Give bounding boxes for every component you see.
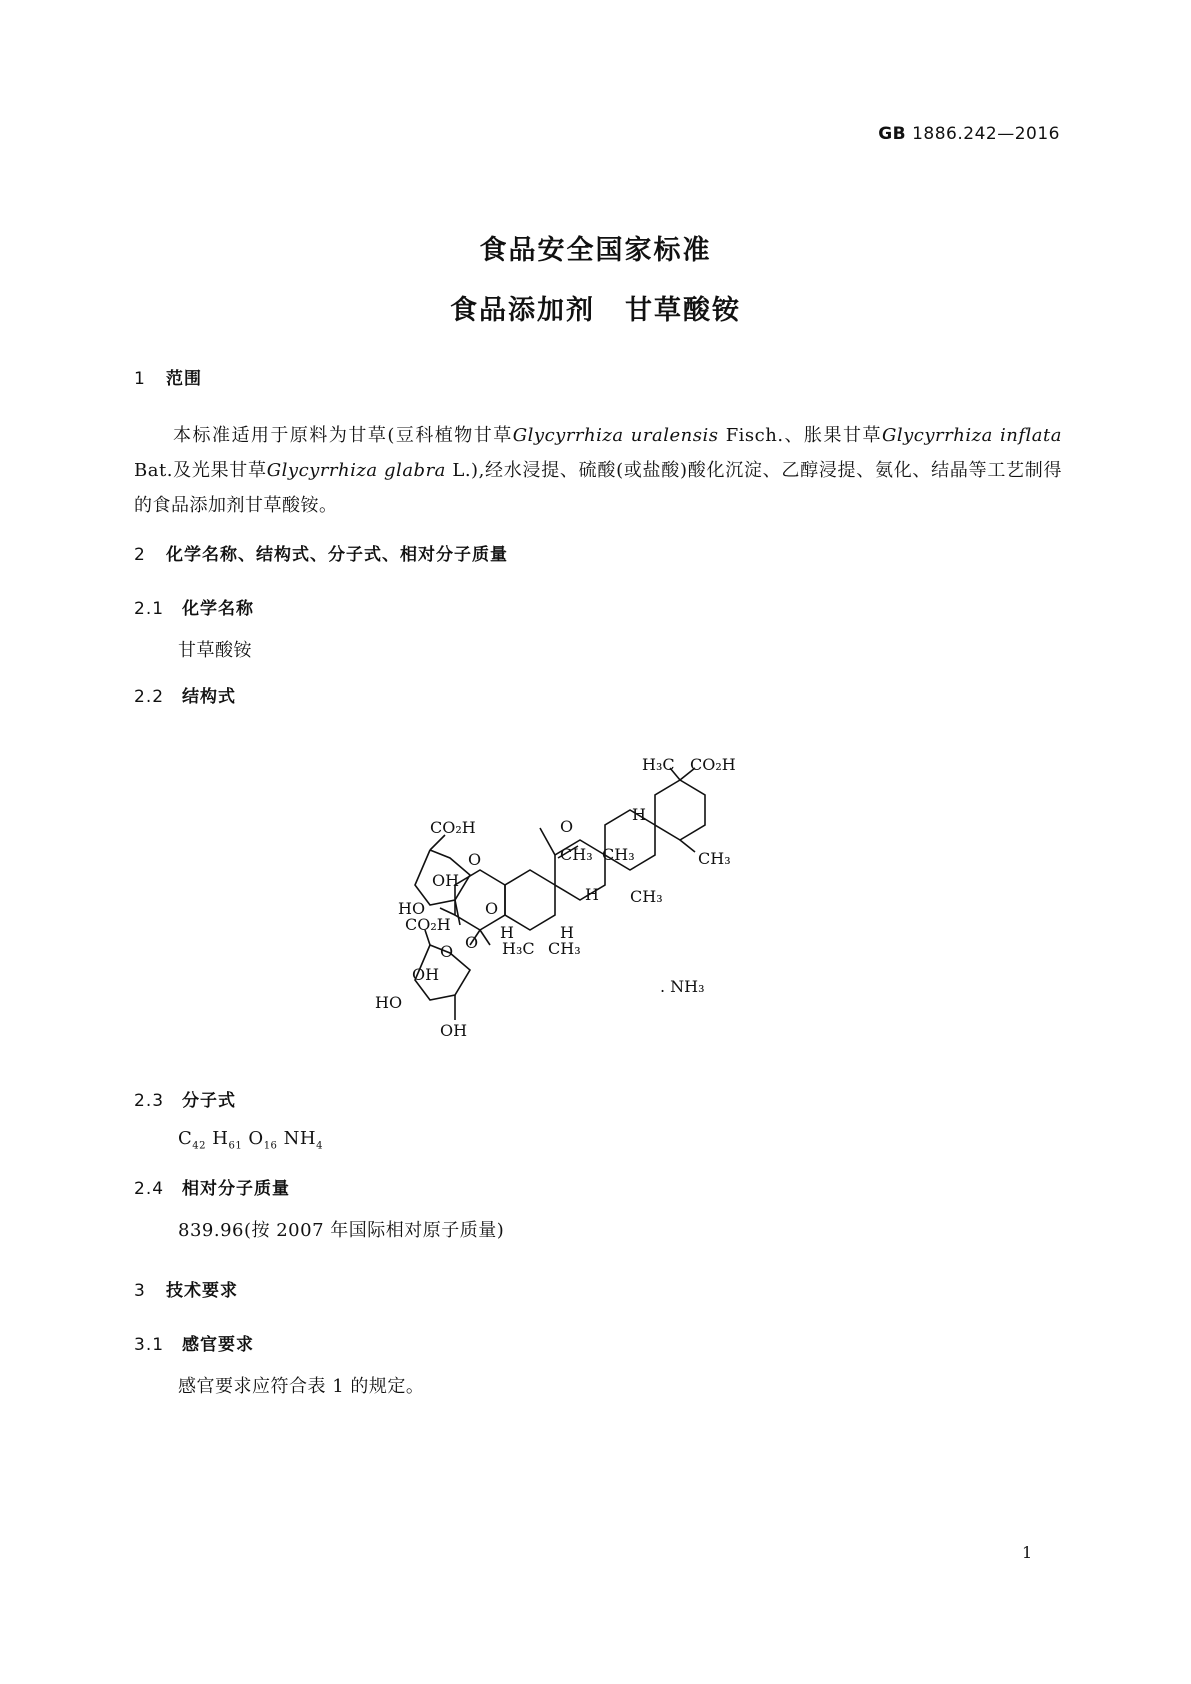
section-title: 相对分子质量 [182,1179,290,1199]
standard-code-prefix: GB [878,124,907,144]
section-title: 范围 [166,369,202,389]
formula-c-count: 42 [192,1140,207,1152]
section-number: 3.1 [134,1335,165,1355]
formula-c: C [178,1128,193,1149]
label-ch3-a: CH₃ [560,845,593,864]
label-oh-2: OH [412,965,440,984]
section-number: 1 [134,369,146,389]
section-1-heading [134,364,202,389]
molecular-mass: 839.96(按 2007 年国际相对原子质量) [178,1220,505,1241]
label-h-c: H [500,923,514,942]
section-2-4-heading [134,1174,290,1199]
scope-species-3: Glycyrrhiza glabra [266,460,446,481]
section-2-heading [134,540,508,565]
section-title: 化学名称、结构式、分子式、相对分子质量 [166,545,508,565]
label-oxo: O [560,817,574,836]
section-3-1-heading [134,1330,254,1355]
standard-code [790,124,1060,144]
label-h3c-bottom: H₃C [502,939,535,958]
section-number: 2.2 [134,687,165,707]
document-subtitle [0,288,1191,327]
scope-paragraph [134,418,1062,523]
chemical-name: 甘草酸铵 [178,640,252,661]
label-ch3-c: CH₃ [630,887,663,906]
section-title: 化学名称 [182,599,254,619]
sensory-requirement-text: 感官要求应符合表 1 的规定。 [178,1376,425,1397]
scope-species-1: Glycyrrhiza uralensis [512,425,719,446]
standard-code-number: 1886.242—2016 [912,124,1060,144]
section-number: 2.4 [134,1179,165,1199]
label-co2h-top: CO₂H [690,755,736,774]
section-2-3-heading [134,1086,236,1111]
formula-nh: NH [283,1128,317,1149]
label-o-link: O [485,899,499,918]
scope-text-1: 本标准适用于原料为甘草(豆科植物甘草 [172,425,513,446]
formula-h: H [212,1128,229,1149]
section-title: 结构式 [182,687,236,707]
molecular-formula [178,1128,323,1152]
document-title: 食品安全国家标准 [479,235,712,266]
label-oh-3: OH [440,1021,468,1040]
label-h-b: H [585,885,599,904]
label-ch3-right: CH₃ [698,849,731,868]
section-2-2-heading [134,682,236,707]
label-ch3-b: CH₃ [602,845,635,864]
section-title: 分子式 [182,1091,236,1111]
section-2-1-heading [134,594,254,619]
subtitle-part-b: 甘草酸铵 [625,295,741,326]
label-ho-2: HO [375,993,403,1012]
formula-h-count: 61 [228,1140,243,1152]
section-number: 2 [134,545,146,565]
section-number: 3 [134,1281,146,1301]
label-nh3: . NH₃ [660,977,705,996]
label-oh-1: OH [432,871,460,890]
label-ho-1: HO [398,899,426,918]
subtitle-part-a: 食品添加剂 [450,295,595,326]
formula-o-count: 16 [263,1140,278,1152]
label-h3c-top: H₃C [642,755,675,774]
formula-o: O [248,1128,264,1149]
scope-text-4: L.),经水浸提、硫酸(或盐酸)酸化沉淀、乙醇浸提、氨化、结晶等工艺制得的食品添加剂甘草酸铵。 [134,460,1062,516]
scope-text-3: Bat.及光果甘草 [134,460,267,481]
label-o-ring2: O [440,942,454,961]
label-o-glyco: O [465,933,479,952]
label-ch3-bottom: CH₃ [548,939,581,958]
structural-formula-diagram [360,740,820,1060]
section-3-heading [134,1276,238,1301]
label-co2h-1: CO₂H [430,818,476,837]
section-title: 技术要求 [166,1281,238,1301]
section-title: 感官要求 [182,1335,254,1355]
label-co2h-2: CO₂H [405,915,451,934]
scope-text-2: Fisch.、胀果甘草 [725,425,882,446]
section-number: 2.1 [134,599,165,619]
label-h-d: H [560,923,574,942]
formula-nh-count: 4 [316,1140,323,1152]
page-number: 1 [1022,1543,1033,1562]
section-number: 2.3 [134,1091,165,1111]
scope-species-2: Glycyrrhiza inflata [881,425,1062,446]
label-h-a: H [632,805,646,824]
label-o-ring1: O [468,850,482,869]
